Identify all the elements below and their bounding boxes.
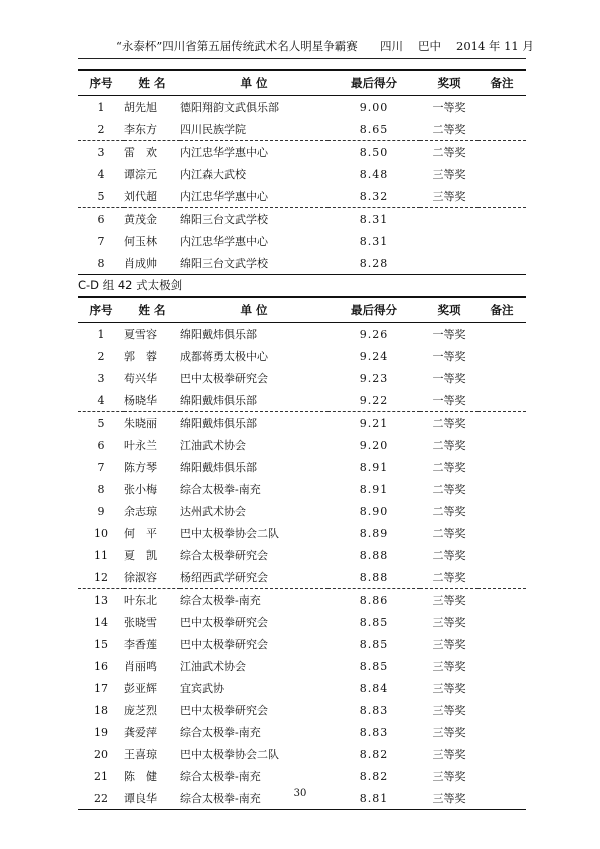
table-row bbox=[78, 589, 526, 612]
cell-name: 王喜琼 bbox=[124, 748, 157, 761]
table-row bbox=[78, 412, 526, 435]
cell-no: 22 bbox=[78, 787, 124, 810]
cell-award bbox=[420, 252, 478, 275]
cell-unit: 绵阳戴炜俱乐部 bbox=[180, 417, 257, 430]
cell-name: 陈 健 bbox=[124, 770, 157, 783]
cell-score: 8.91 bbox=[359, 460, 389, 474]
cell-name: 夏 凯 bbox=[124, 549, 157, 562]
cell-name: 黄茂金 bbox=[124, 213, 157, 226]
cell-award: 二等奖 bbox=[420, 118, 478, 141]
col-header-score: 最后得分 bbox=[328, 70, 420, 96]
cell-no: 11 bbox=[94, 548, 108, 562]
table-row bbox=[78, 478, 526, 500]
cell-name: 胡先旭 bbox=[124, 101, 157, 114]
cell-note bbox=[478, 677, 526, 699]
cell-no: 4 bbox=[78, 389, 124, 412]
cell-unit: 巴中太极拳协会二队 bbox=[180, 748, 279, 761]
cell-score: 8.83 bbox=[359, 703, 389, 717]
cell-note bbox=[478, 252, 526, 275]
col-header-score: 最后得分 bbox=[328, 297, 420, 323]
cell-no: 3 bbox=[97, 145, 105, 159]
cell-award: 三等奖 bbox=[432, 168, 466, 181]
cell-award: 二等奖 bbox=[432, 527, 466, 540]
cell-note bbox=[478, 230, 526, 252]
cell-name: 朱晓丽 bbox=[124, 417, 157, 430]
header-region: 四川 bbox=[380, 39, 403, 53]
cell-award: 三等奖 bbox=[432, 682, 466, 695]
table-row bbox=[78, 633, 526, 655]
cell-note bbox=[478, 721, 526, 743]
cell-name: 肖丽鸣 bbox=[124, 660, 157, 673]
cell-unit: 综合太极拳-南充 bbox=[180, 787, 328, 810]
cell-name: 叶东北 bbox=[124, 594, 157, 607]
table-row bbox=[78, 252, 526, 275]
table-row bbox=[78, 522, 526, 544]
table-row bbox=[78, 367, 526, 389]
table-row bbox=[78, 721, 526, 743]
cell-name: 谭淙元 bbox=[124, 168, 157, 181]
cell-score: 9.00 bbox=[359, 100, 389, 114]
cell-unit: 内江忠华学惠中心 bbox=[180, 235, 268, 248]
cell-name: 彭亚辉 bbox=[124, 682, 157, 695]
cell-score: 9.26 bbox=[359, 327, 389, 341]
cell-score: 8.91 bbox=[359, 482, 389, 496]
cell-name: 谭良华 bbox=[124, 787, 180, 810]
cell-score: 9.21 bbox=[359, 416, 389, 430]
table-row bbox=[78, 500, 526, 522]
col-header-note: 备注 bbox=[478, 70, 526, 96]
cell-unit: 综合太极拳-南充 bbox=[180, 483, 261, 496]
col-header-name: 姓 名 bbox=[124, 297, 180, 323]
cell-unit: 内江忠华学惠中心 bbox=[180, 185, 328, 208]
col-header-unit: 单 位 bbox=[180, 297, 328, 323]
cell-name: 张小梅 bbox=[124, 483, 157, 496]
cell-no: 16 bbox=[94, 659, 108, 673]
table-row bbox=[78, 743, 526, 765]
cell-no: 2 bbox=[97, 349, 105, 363]
cell-award: 三等奖 bbox=[432, 638, 466, 651]
cell-unit: 巴中太极拳研究会 bbox=[180, 638, 268, 651]
cell-unit: 绵阳三台文武学校 bbox=[180, 213, 268, 226]
cell-name: 张晓雪 bbox=[124, 616, 157, 629]
cell-note bbox=[478, 208, 526, 231]
cell-award: 一等奖 bbox=[420, 389, 478, 412]
cell-name: 肖成帅 bbox=[124, 252, 180, 275]
cell-note bbox=[478, 141, 526, 164]
col-header-note: 备注 bbox=[478, 297, 526, 323]
cell-unit: 巴中太极拳研究会 bbox=[180, 372, 268, 385]
cell-name: 郭 蓉 bbox=[124, 350, 157, 363]
cell-score: 8.85 bbox=[359, 637, 389, 651]
cell-no: 19 bbox=[94, 725, 108, 739]
cell-award: 三等奖 bbox=[432, 594, 466, 607]
cell-no: 7 bbox=[97, 234, 105, 248]
cell-unit: 江油武术协会 bbox=[180, 660, 246, 673]
section-title: C-D 组 42 式太极剑 bbox=[78, 278, 183, 292]
col-header-award: 奖项 bbox=[420, 70, 478, 96]
table-row bbox=[78, 677, 526, 699]
cell-score: 8.83 bbox=[359, 725, 389, 739]
cell-award: 三等奖 bbox=[432, 704, 466, 717]
cell-note bbox=[478, 163, 526, 185]
results-table-2-body bbox=[78, 323, 526, 810]
table-header-row bbox=[78, 297, 526, 323]
cell-unit: 绵阳戴炜俱乐部 bbox=[180, 328, 257, 341]
cell-score: 8.90 bbox=[359, 504, 389, 518]
event-title: “永泰杯”四川省第五届传统武术名人明星争霸赛 bbox=[116, 39, 358, 53]
cell-no: 12 bbox=[78, 566, 124, 589]
cell-note bbox=[478, 699, 526, 721]
cell-unit: 绵阳戴炜俱乐部 bbox=[180, 461, 257, 474]
cell-no: 7 bbox=[97, 460, 105, 474]
cell-name: 叶永兰 bbox=[124, 439, 157, 452]
cell-no: 1 bbox=[97, 100, 105, 114]
table-row bbox=[78, 765, 526, 787]
cell-no: 13 bbox=[94, 593, 108, 607]
cell-award bbox=[420, 230, 478, 252]
cell-award: 二等奖 bbox=[420, 566, 478, 589]
table-row bbox=[78, 699, 526, 721]
cell-note bbox=[478, 589, 526, 612]
cell-award: 二等奖 bbox=[432, 146, 466, 159]
cell-unit: 巴中太极拳协会二队 bbox=[180, 527, 279, 540]
cell-unit: 成都蒋勇太极中心 bbox=[180, 350, 268, 363]
cell-award: 三等奖 bbox=[420, 185, 478, 208]
cell-name: 余志琼 bbox=[124, 505, 157, 518]
cell-name: 庞芝烈 bbox=[124, 704, 157, 717]
cell-score: 8.81 bbox=[328, 787, 420, 810]
table-row bbox=[78, 611, 526, 633]
cell-no: 14 bbox=[94, 615, 108, 629]
cell-score: 8.89 bbox=[359, 526, 389, 540]
cell-award: 三等奖 bbox=[432, 616, 466, 629]
cell-note bbox=[478, 633, 526, 655]
cell-name: 龚爱萍 bbox=[124, 726, 157, 739]
cell-score: 8.82 bbox=[359, 747, 389, 761]
cell-note bbox=[478, 743, 526, 765]
cell-no: 17 bbox=[94, 681, 108, 695]
table-row bbox=[78, 185, 526, 208]
cell-name: 何 平 bbox=[124, 527, 157, 540]
header-city: 巴中 bbox=[418, 39, 441, 53]
cell-unit: 德阳翔韵文武俱乐部 bbox=[180, 101, 279, 114]
cell-unit: 四川民族学院 bbox=[180, 118, 328, 141]
cell-unit: 绵阳三台文武学校 bbox=[180, 252, 328, 275]
cell-note bbox=[478, 96, 526, 119]
cell-score: 8.48 bbox=[359, 167, 389, 181]
cell-score: 8.85 bbox=[359, 615, 389, 629]
cell-score: 8.28 bbox=[328, 252, 420, 275]
page-header bbox=[78, 38, 534, 56]
cell-name: 李香莲 bbox=[124, 638, 157, 651]
cell-note bbox=[478, 456, 526, 478]
cell-name: 何玉林 bbox=[124, 235, 157, 248]
cell-note bbox=[478, 765, 526, 787]
cell-award: 二等奖 bbox=[432, 461, 466, 474]
cell-award: 二等奖 bbox=[432, 549, 466, 562]
cell-name: 徐淑容 bbox=[124, 566, 180, 589]
cell-no: 18 bbox=[94, 703, 108, 717]
cell-note bbox=[478, 522, 526, 544]
table-row bbox=[78, 163, 526, 185]
table-row bbox=[78, 230, 526, 252]
results-table-1-body bbox=[78, 96, 526, 275]
cell-name: 苟兴华 bbox=[124, 372, 157, 385]
table-row bbox=[78, 456, 526, 478]
cell-unit: 巴中太极拳研究会 bbox=[180, 704, 268, 717]
table-row bbox=[78, 141, 526, 164]
table-row bbox=[78, 434, 526, 456]
cell-note bbox=[478, 611, 526, 633]
cell-unit: 内江忠华学惠中心 bbox=[180, 146, 268, 159]
cell-award bbox=[420, 208, 478, 231]
cell-no: 8 bbox=[78, 252, 124, 275]
cell-score: 9.22 bbox=[328, 389, 420, 412]
table-row bbox=[78, 208, 526, 231]
cell-score: 8.31 bbox=[359, 234, 389, 248]
cell-award: 三等奖 bbox=[432, 726, 466, 739]
cell-award: 三等奖 bbox=[432, 770, 466, 783]
cell-note bbox=[478, 367, 526, 389]
cell-no: 5 bbox=[78, 185, 124, 208]
cell-no: 4 bbox=[97, 167, 105, 181]
cell-unit: 综合太极拳研究会 bbox=[180, 549, 268, 562]
table-row bbox=[78, 345, 526, 367]
cell-name: 雷 欢 bbox=[124, 146, 157, 159]
cell-note bbox=[478, 323, 526, 346]
cell-score: 8.88 bbox=[328, 566, 420, 589]
cell-note bbox=[478, 412, 526, 435]
cell-no: 2 bbox=[78, 118, 124, 141]
cell-score: 8.85 bbox=[359, 659, 389, 673]
cell-score: 8.65 bbox=[328, 118, 420, 141]
cell-unit: 杨绍西武学研究会 bbox=[180, 566, 328, 589]
header-date: 2014 年 11 月 bbox=[456, 39, 534, 53]
cell-unit: 绵阳戴炜俱乐部 bbox=[180, 389, 328, 412]
cell-unit: 综合太极拳-南充 bbox=[180, 770, 261, 783]
cell-note bbox=[478, 185, 526, 208]
table-header-row bbox=[78, 70, 526, 96]
cell-unit: 巴中太极拳研究会 bbox=[180, 616, 268, 629]
cell-no: 10 bbox=[94, 526, 108, 540]
cell-unit: 综合太极拳-南充 bbox=[180, 726, 261, 739]
cell-score: 9.20 bbox=[359, 438, 389, 452]
cell-no: 3 bbox=[97, 371, 105, 385]
cell-award: 二等奖 bbox=[432, 505, 466, 518]
cell-no: 9 bbox=[97, 504, 105, 518]
results-table-2 bbox=[78, 296, 526, 810]
cell-note bbox=[478, 655, 526, 677]
cell-unit: 江油武术协会 bbox=[180, 439, 246, 452]
table-row bbox=[78, 544, 526, 566]
cell-no: 1 bbox=[97, 327, 105, 341]
cell-score: 8.86 bbox=[359, 593, 389, 607]
table-row bbox=[78, 655, 526, 677]
cell-score: 8.88 bbox=[359, 548, 389, 562]
col-header-award: 奖项 bbox=[420, 297, 478, 323]
cell-score: 8.84 bbox=[359, 681, 389, 695]
col-header-no: 序号 bbox=[78, 70, 124, 96]
cell-score: 9.24 bbox=[359, 349, 389, 363]
cell-award: 三等奖 bbox=[420, 787, 478, 810]
cell-award: 一等奖 bbox=[432, 350, 466, 363]
page-number: 30 bbox=[293, 788, 307, 799]
cell-award: 三等奖 bbox=[432, 748, 466, 761]
cell-no: 6 bbox=[97, 438, 105, 452]
cell-no: 15 bbox=[94, 637, 108, 651]
cell-name: 刘代超 bbox=[124, 185, 180, 208]
cell-score: 9.23 bbox=[359, 371, 389, 385]
cell-note bbox=[478, 434, 526, 456]
cell-note bbox=[478, 118, 526, 141]
cell-no: 20 bbox=[94, 747, 108, 761]
header-rule bbox=[78, 58, 526, 59]
cell-note bbox=[478, 566, 526, 589]
col-header-name: 姓 名 bbox=[124, 70, 180, 96]
table-row bbox=[78, 96, 526, 119]
cell-no: 5 bbox=[97, 416, 105, 430]
cell-award: 二等奖 bbox=[432, 483, 466, 496]
cell-no: 8 bbox=[97, 482, 105, 496]
results-table-1 bbox=[78, 69, 526, 275]
cell-no: 6 bbox=[97, 212, 105, 226]
table-row bbox=[78, 323, 526, 346]
table-row bbox=[78, 566, 526, 589]
cell-note bbox=[478, 345, 526, 367]
cell-unit: 达州武术协会 bbox=[180, 505, 246, 518]
cell-score: 8.31 bbox=[359, 212, 389, 226]
cell-note bbox=[478, 389, 526, 412]
cell-award: 三等奖 bbox=[432, 660, 466, 673]
cell-name: 杨晓华 bbox=[124, 389, 180, 412]
cell-note bbox=[478, 544, 526, 566]
cell-award: 二等奖 bbox=[432, 439, 466, 452]
table-row bbox=[78, 389, 526, 412]
cell-unit: 综合太极拳-南充 bbox=[180, 594, 261, 607]
col-header-no: 序号 bbox=[78, 297, 124, 323]
cell-score: 8.50 bbox=[359, 145, 389, 159]
cell-unit: 内江森大武校 bbox=[180, 168, 246, 181]
cell-award: 一等奖 bbox=[432, 328, 466, 341]
cell-no: 21 bbox=[94, 769, 108, 783]
col-header-unit: 单 位 bbox=[180, 70, 328, 96]
table-row bbox=[78, 118, 526, 141]
cell-award: 一等奖 bbox=[432, 101, 466, 114]
cell-name: 夏雪容 bbox=[124, 328, 157, 341]
cell-award: 一等奖 bbox=[432, 372, 466, 385]
cell-unit: 宜宾武协 bbox=[180, 682, 224, 695]
cell-score: 8.82 bbox=[359, 769, 389, 783]
cell-note bbox=[478, 500, 526, 522]
cell-name: 陈方琴 bbox=[124, 461, 157, 474]
cell-note bbox=[478, 478, 526, 500]
cell-name: 李东方 bbox=[124, 118, 180, 141]
cell-award: 二等奖 bbox=[432, 417, 466, 430]
cell-score: 8.32 bbox=[328, 185, 420, 208]
